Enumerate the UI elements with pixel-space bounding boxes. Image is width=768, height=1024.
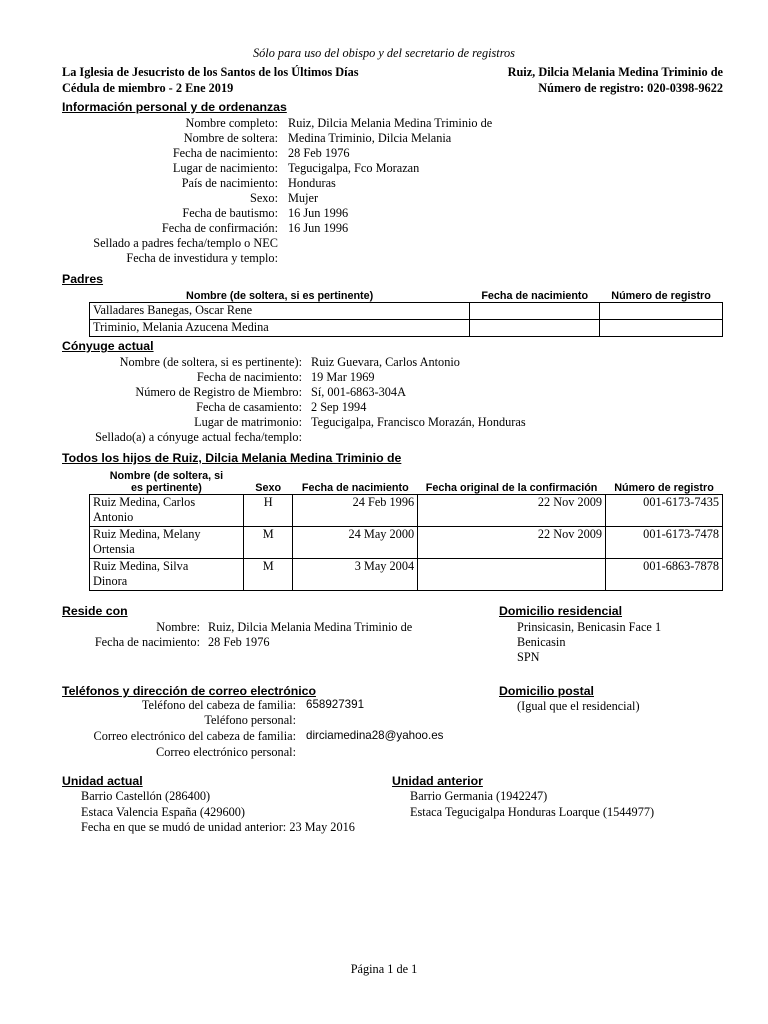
child-record: 001-6173-7478 xyxy=(606,526,723,558)
lives-with-name-value: Ruiz, Dilcia Melania Medina Triminio de xyxy=(208,620,413,634)
parent-record xyxy=(600,302,723,319)
record-number-header: Número de registro: 020-0398-9622 xyxy=(538,81,723,95)
child-name-line1: Ruiz Medina, Carlos xyxy=(93,494,196,509)
spouse-label: Lugar de matrimonio: xyxy=(194,415,302,429)
personal-section-title: Información personal y de ordenanzas xyxy=(62,100,287,114)
personal-value: Tegucigalpa, Fco Morazan xyxy=(288,161,420,175)
moved-date-value: 23 May 2016 xyxy=(289,820,355,834)
contact-label: Teléfono personal: xyxy=(204,713,296,727)
personal-label: Nombre de soltera: xyxy=(183,131,278,145)
child-confirmation: 22 Nov 2009 xyxy=(418,494,606,526)
spouse-value: 19 Mar 1969 xyxy=(311,370,375,384)
personal-value: Mujer xyxy=(288,191,319,205)
child-birth: 3 May 2004 xyxy=(293,558,418,590)
children-col-birth: Fecha de nacimiento xyxy=(301,481,409,494)
parent-birth xyxy=(470,302,600,319)
table-row xyxy=(90,319,723,336)
spouse-label: Fecha de nacimiento: xyxy=(196,370,302,384)
spouse-value: Tegucigalpa, Francisco Morazán, Honduras xyxy=(311,415,526,429)
spouse-label: Sellado(a) a cónyuge actual fecha/templo: xyxy=(95,430,302,444)
spouse-label: Número de Registro de Miembro: xyxy=(135,385,302,399)
personal-label: Sexo: xyxy=(249,191,278,205)
personal-value: Ruiz, Dilcia Melania Medina Triminio de xyxy=(288,116,493,130)
moved-date xyxy=(81,820,355,835)
personal-value: Honduras xyxy=(288,176,336,190)
personal-value: 16 Jun 1996 xyxy=(288,221,349,235)
parents-table xyxy=(89,287,723,337)
child-name-line2: Dinora xyxy=(93,574,128,588)
children-col-sex: Sexo xyxy=(255,481,282,494)
confidential-notice: Sólo para uso del obispo y del secretario de registros xyxy=(253,46,515,60)
child-name-line2: Ortensia xyxy=(93,542,135,556)
contact-section-title: Teléfonos y dirección de correo electrónico xyxy=(62,684,316,698)
church-name: La Iglesia de Jesucristo de los Santos de los Últimos Días xyxy=(62,65,359,79)
spouse-value: Ruiz Guevara, Carlos Antonio xyxy=(311,355,460,369)
children-col-record: Número de registro xyxy=(614,481,714,494)
residence-line: Prinsicasin, Benicasin Face 1 xyxy=(517,620,662,634)
children-col-name-line1: Nombre (de soltera, si xyxy=(109,469,224,482)
page-number: Página 1 de 1 xyxy=(350,962,418,976)
parent-birth xyxy=(470,319,600,336)
card-date-label: Cédula de miembro - 2 Ene 2019 xyxy=(62,81,234,95)
table-row xyxy=(90,302,723,319)
spouse-label: Fecha de casamiento: xyxy=(196,400,302,414)
child-birth: 24 Feb 1996 xyxy=(293,494,418,526)
spouse-value: 2 Sep 1994 xyxy=(311,400,367,414)
contact-label: Correo electrónico del cabeza de familia: xyxy=(93,729,296,743)
child-name xyxy=(90,558,244,590)
parent-name: Triminio, Melania Azucena Medina xyxy=(90,319,470,336)
lives-with-birth-label: Fecha de nacimiento: xyxy=(94,635,200,649)
previous-stake: Estaca Tegucigalpa Honduras Loarque (1544977) xyxy=(410,805,655,819)
child-name xyxy=(90,526,244,558)
personal-label: Fecha de confirmación: xyxy=(161,221,278,235)
member-name-header: Ruiz, Dilcia Melania Medina Triminio de xyxy=(507,65,723,79)
current-unit-section-title: Unidad actual xyxy=(62,774,143,788)
spouse-label: Nombre (de soltera, si es pertinente): xyxy=(119,355,302,369)
personal-label: Nombre completo: xyxy=(185,116,278,130)
contact-label: Teléfono del cabeza de familia: xyxy=(141,698,296,712)
children-table xyxy=(89,466,723,591)
contact-label: Correo electrónico personal: xyxy=(156,745,296,759)
current-ward: Barrio Castellón (286400) xyxy=(81,789,211,803)
parents-col-name: Nombre (de soltera, si es pertinente) xyxy=(186,289,374,302)
child-confirmation: 22 Nov 2009 xyxy=(418,526,606,558)
table-row xyxy=(90,494,723,526)
personal-value: 28 Feb 1976 xyxy=(288,146,350,160)
personal-label: Lugar de nacimiento: xyxy=(172,161,278,175)
child-record: 001-6173-7435 xyxy=(606,494,723,526)
child-sex: M xyxy=(243,526,293,558)
child-name-line1: Ruiz Medina, Silva xyxy=(93,558,189,573)
personal-label: País de nacimiento: xyxy=(181,176,278,190)
children-col-confirmation: Fecha original de la confirmación xyxy=(425,481,598,494)
current-stake: Estaca Valencia España (429600) xyxy=(81,805,246,819)
residence-line: SPN xyxy=(517,650,540,664)
parents-section-title: Padres xyxy=(62,272,104,286)
child-sex: H xyxy=(243,494,293,526)
personal-label: Fecha de bautismo: xyxy=(182,206,278,220)
child-record: 001-6863-7878 xyxy=(606,558,723,590)
personal-label: Sellado a padres fecha/templo o NEC xyxy=(93,236,278,250)
child-confirmation xyxy=(418,558,606,590)
child-name-line1: Ruiz Medina, Melany xyxy=(93,526,201,541)
previous-ward: Barrio Germania (1942247) xyxy=(410,789,548,803)
parents-col-record: Número de registro xyxy=(611,289,711,302)
child-sex: M xyxy=(243,558,293,590)
parent-record xyxy=(600,319,723,336)
personal-label: Fecha de nacimiento: xyxy=(172,146,278,160)
spouse-value: Sí, 001-6863-304A xyxy=(311,385,406,399)
personal-value: Medina Triminio, Dilcia Melania xyxy=(288,131,452,145)
previous-unit-section-title: Unidad anterior xyxy=(392,774,483,788)
lives-with-birth-value: 28 Feb 1976 xyxy=(208,635,270,649)
spouse-section-title: Cónyuge actual xyxy=(62,339,154,353)
children-col-name xyxy=(90,466,244,494)
residence-section-title: Domicilio residencial xyxy=(499,604,623,618)
postal-section-title: Domicilio postal xyxy=(499,684,594,698)
children-col-name-line2: es pertinente) xyxy=(131,481,202,494)
personal-value: 16 Jun 1996 xyxy=(288,206,349,220)
lives-with-name-label: Nombre: xyxy=(156,620,200,634)
parents-col-birth: Fecha de nacimiento xyxy=(481,289,589,302)
child-name-line2: Antonio xyxy=(93,510,134,524)
personal-label: Fecha de investidura y templo: xyxy=(126,251,278,265)
children-section-title: Todos los hijos de Ruiz, Dilcia Melania Medina Triminio de xyxy=(62,451,402,465)
residence-line: Benicasin xyxy=(517,635,566,649)
postal-line: (Igual que el residencial) xyxy=(517,699,640,713)
table-row xyxy=(90,526,723,558)
lives-with-section-title: Reside con xyxy=(62,604,128,618)
contact-value: dirciamedina28@yahoo.es xyxy=(306,729,444,742)
parent-name: Valladares Banegas, Oscar Rene xyxy=(90,302,470,319)
child-birth: 24 May 2000 xyxy=(293,526,418,558)
child-name xyxy=(90,494,244,526)
moved-date-label: Fecha en que se mudó de unidad anterior: xyxy=(81,820,287,834)
contact-value: 658927391 xyxy=(306,698,365,711)
table-row xyxy=(90,558,723,590)
